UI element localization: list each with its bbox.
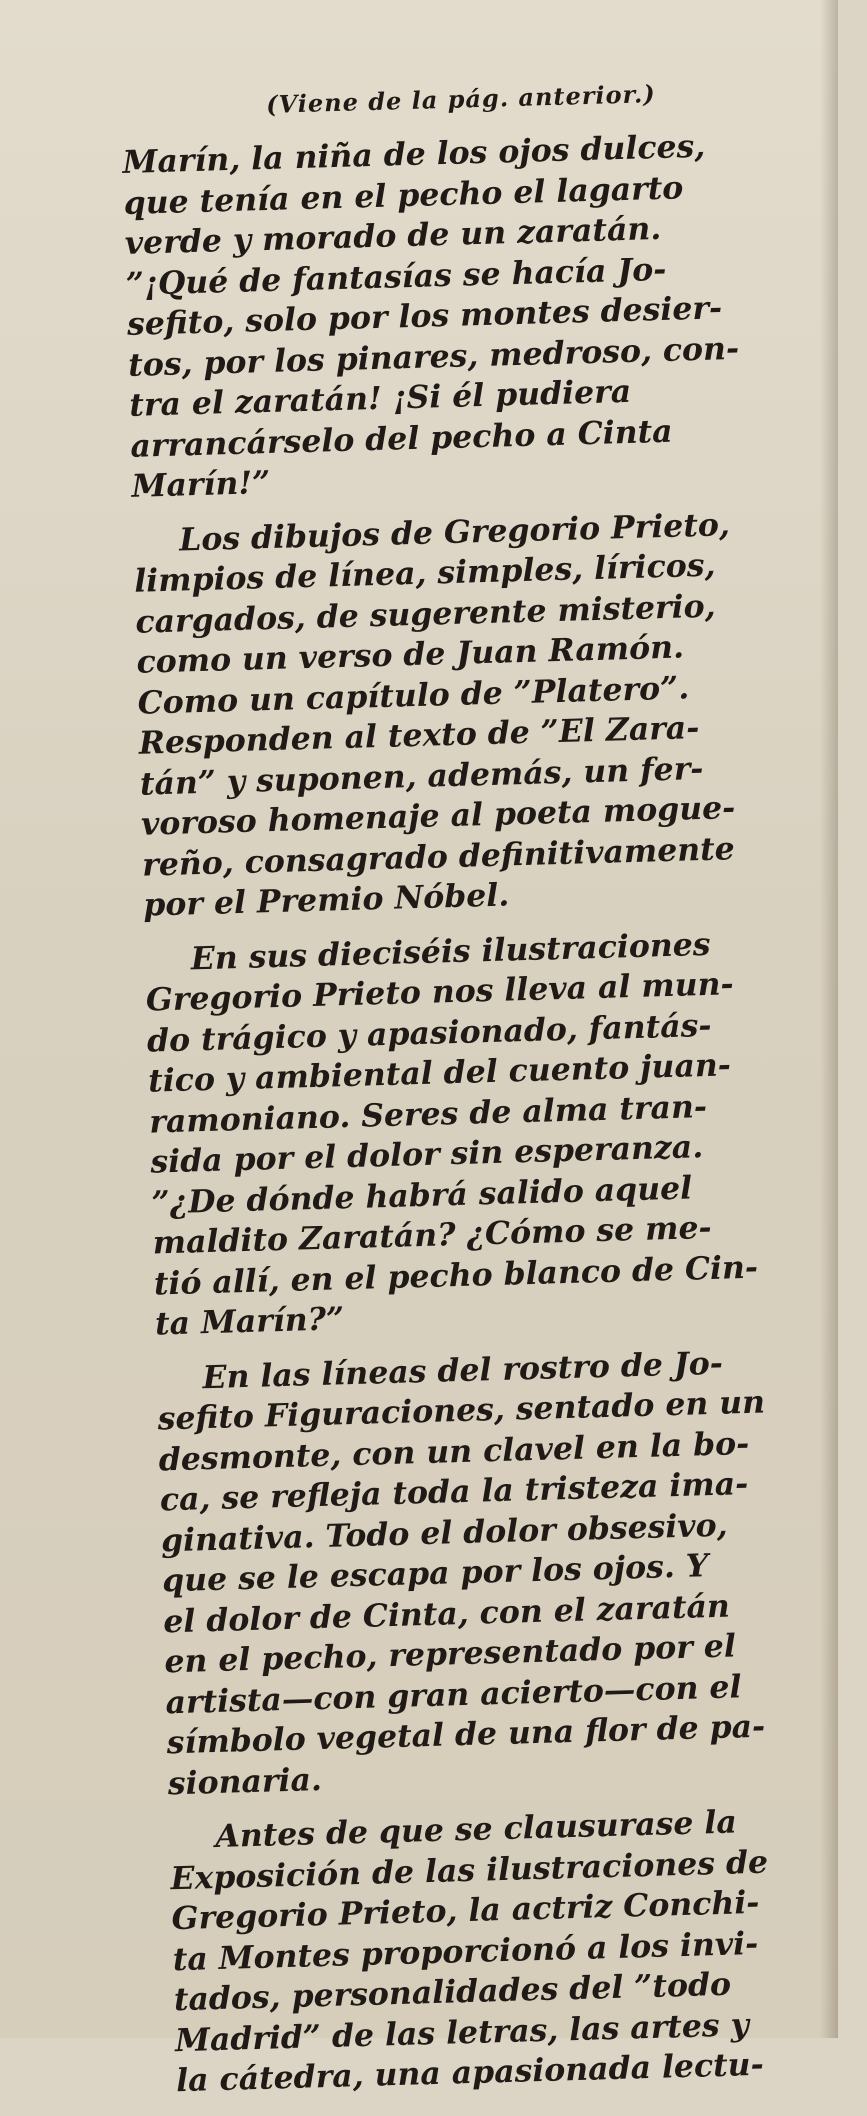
text-line: tra el zaratán! ¡Si él pudiera (128, 372, 632, 424)
text-line: Marín!” (131, 463, 271, 505)
text-line: reño, consagrado definitivamente (141, 829, 736, 884)
text-line: tán” y suponen, además, un fer- (139, 749, 704, 803)
paragraph-5 (169, 1799, 857, 2101)
text-line: como un verso de Juan Ramón. (136, 628, 685, 681)
text-line: arrancárselo del pecho a Cinta (129, 412, 674, 465)
text-line: que se le escapa por los ojos. Y (161, 1547, 709, 1600)
text-line: verde y morado de un zaratán. (124, 209, 662, 262)
text-line: Los dibujos de Gregorio Prieto, (178, 505, 731, 559)
text-line: tados, personalidades del ”todo (173, 1965, 732, 2019)
text-line: Responden al texto de ”El Zara- (138, 709, 700, 762)
text-line: sionaria. (167, 1760, 323, 1802)
text-line: cargados, de sugerente misterio, (134, 587, 717, 641)
text-line: ”¿De dónde habrá salido aquel (151, 1168, 693, 1222)
text-line: sefito, solo por los montes desier- (126, 289, 723, 343)
text-line: tos, por los pinares, medroso, con- (127, 329, 740, 384)
text-line: tió allí, en el pecho blanco de Cin- (153, 1248, 759, 1303)
text-line: ca, se refleja toda la tristeza ima- (159, 1465, 749, 1519)
text-line: ginativa. Todo el dolor obsesivo, (160, 1506, 729, 1559)
text-line: símbolo vegetal de una flor de pa- (166, 1707, 766, 1762)
text-line: la cátedra, una apasionada lectu- (175, 2045, 765, 2100)
text-line: artista—con gran acierto—con el (165, 1667, 742, 1721)
text-line: maldito Zaratán? ¿Cómo se me- (152, 1208, 713, 1262)
text-line: ramoniano. Seres de alma tran- (148, 1087, 708, 1141)
text-line: que tenía en el pecho el lagarto (123, 168, 684, 222)
text-line: el dolor de Cinta, con el zaratán (162, 1587, 731, 1640)
text-line: desmonte, con un clavel en la bo- (158, 1424, 750, 1478)
text-line: sida por el dolor sin esperanza. (149, 1128, 704, 1181)
text-line: ”¡Qué de fantasías se hacía Jo- (125, 250, 667, 303)
text-line: En sus dieciséis ilustraciones (190, 925, 711, 977)
text-line: limpios de línea, simples, líricos, (133, 546, 716, 600)
paragraph-3 (144, 921, 835, 1345)
paragraph-1 (122, 124, 812, 507)
text-line: Gregorio Prieto nos lleva al mun- (145, 965, 735, 1019)
page-edge-shadow (820, 0, 838, 2038)
text-line: Marín, la niña de los ojos dulces, (122, 127, 706, 181)
text-line: Como un capítulo de ”Platero”. (137, 668, 690, 722)
article-column (120, 51, 867, 2116)
text-line: ta Montes proporcionó a los invi- (172, 1924, 759, 1978)
continuation-kicker: (Viene de la pág. anterior.) (265, 79, 657, 119)
text-line: Madrid” de las letras, las artes y (174, 2005, 750, 2059)
text-line: por el Premio Nóbel. (142, 876, 510, 924)
text-line: Gregorio Prieto, la actriz Conchi- (171, 1883, 760, 1938)
text-line: sefito Figuraciones, sentado en un (157, 1383, 766, 1438)
text-line: voroso homenaje al poeta mogue- (140, 789, 736, 843)
text-line: Exposición de las ilustraciones de (169, 1843, 769, 1897)
text-line: en el pecho, representado por el (163, 1627, 737, 1681)
text-line: tico y ambiental del cuento juan- (147, 1046, 732, 1100)
text-line: En las líneas del rostro de Jo- (202, 1344, 724, 1396)
text-line: do trágico y apasionado, fantás- (146, 1006, 712, 1060)
paragraph-4 (156, 1340, 848, 1804)
paragraph-2 (133, 502, 824, 926)
text-line: Antes de que se clausurase la (214, 1803, 738, 1856)
text-line: ta Marín?” (154, 1300, 345, 1343)
